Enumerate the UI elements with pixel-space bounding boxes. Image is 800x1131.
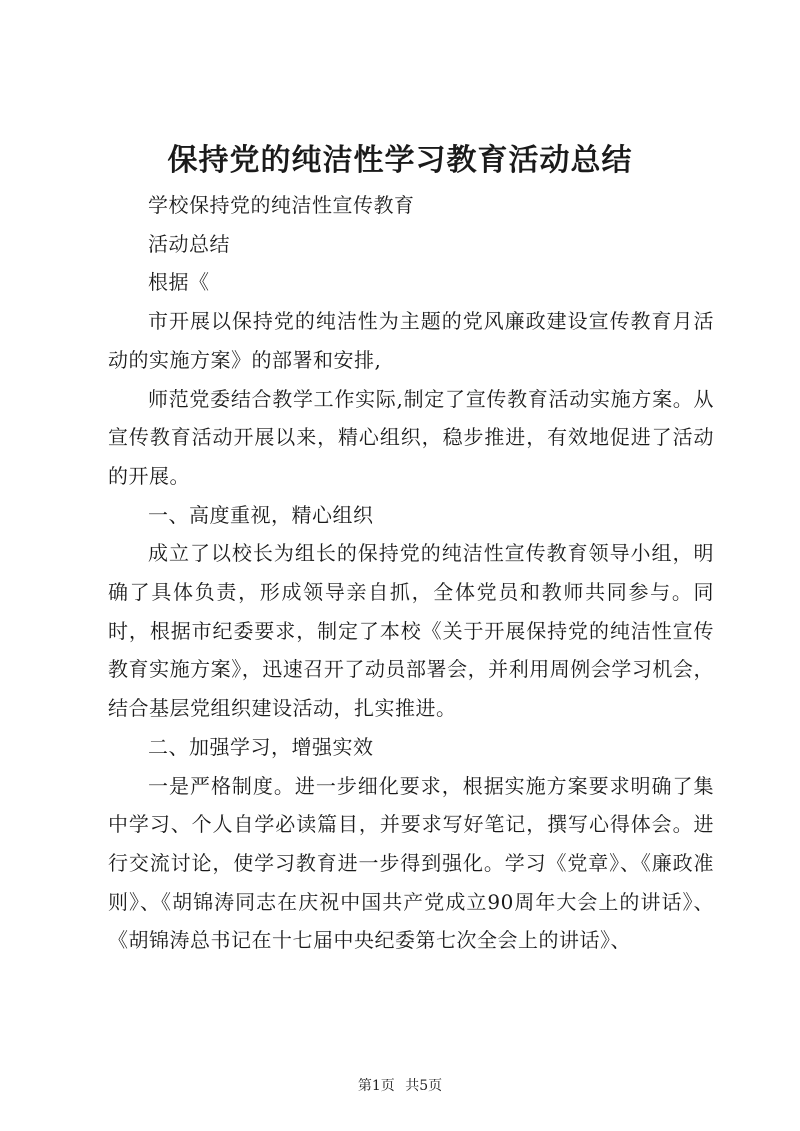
page-number: 第1页: [357, 1078, 395, 1094]
section-heading: 二、加强学习，增强实效: [148, 734, 374, 759]
document-body: [108, 186, 714, 960]
section-heading: 一、高度重视，精心组织: [148, 502, 374, 527]
paragraph: 学校保持党的纯洁性宣传教育: [148, 193, 415, 217]
paragraph: 市开展以保持党的纯洁性为主题的党风廉政建设宣传教育月活动的实施方案》的部署和安排,: [108, 309, 714, 372]
paragraph: 活动总结: [148, 231, 230, 256]
paragraph: 师范党委结合教学工作实际,制定了宣传教育活动实施方案。从宣传教育活动开展以来，精心组织，稳步推进，有效地促进了活动的开展。: [108, 386, 714, 488]
page-footer: [0, 1075, 800, 1097]
paragraph: 根据《: [148, 270, 210, 295]
document-title: 保持党的纯洁性学习教育活动总结: [167, 143, 633, 178]
paragraph: 一是严格制度。进一步细化要求，根据实施方案要求明确了集中学习、个人自学必读篇目，并要求写好笔记，撰写心得体会。进行交流讨论，使学习教育进一步得到强化。学习《党章》、《廉政准则》、《胡锦涛同志在庆祝中国共产党成立90周年大会上的讲话》、《胡锦涛总书记在十七届中央纪委第七次全会上的讲话》、: [108, 773, 714, 953]
page-total: 共5页: [405, 1078, 443, 1094]
paragraph: 成立了以校长为组长的保持党的纯洁性宣传教育领导小组，明确了具体负责，形成领导亲自抓，全体党员和教师共同参与。同时，根据市纪委要求，制定了本校《关于开展保持党的纯洁性宣传教育实施方案》，迅速召开了动员部署会，并利用周例会学习机会，结合基层党组织建设活动，扎实推进。: [108, 541, 714, 721]
